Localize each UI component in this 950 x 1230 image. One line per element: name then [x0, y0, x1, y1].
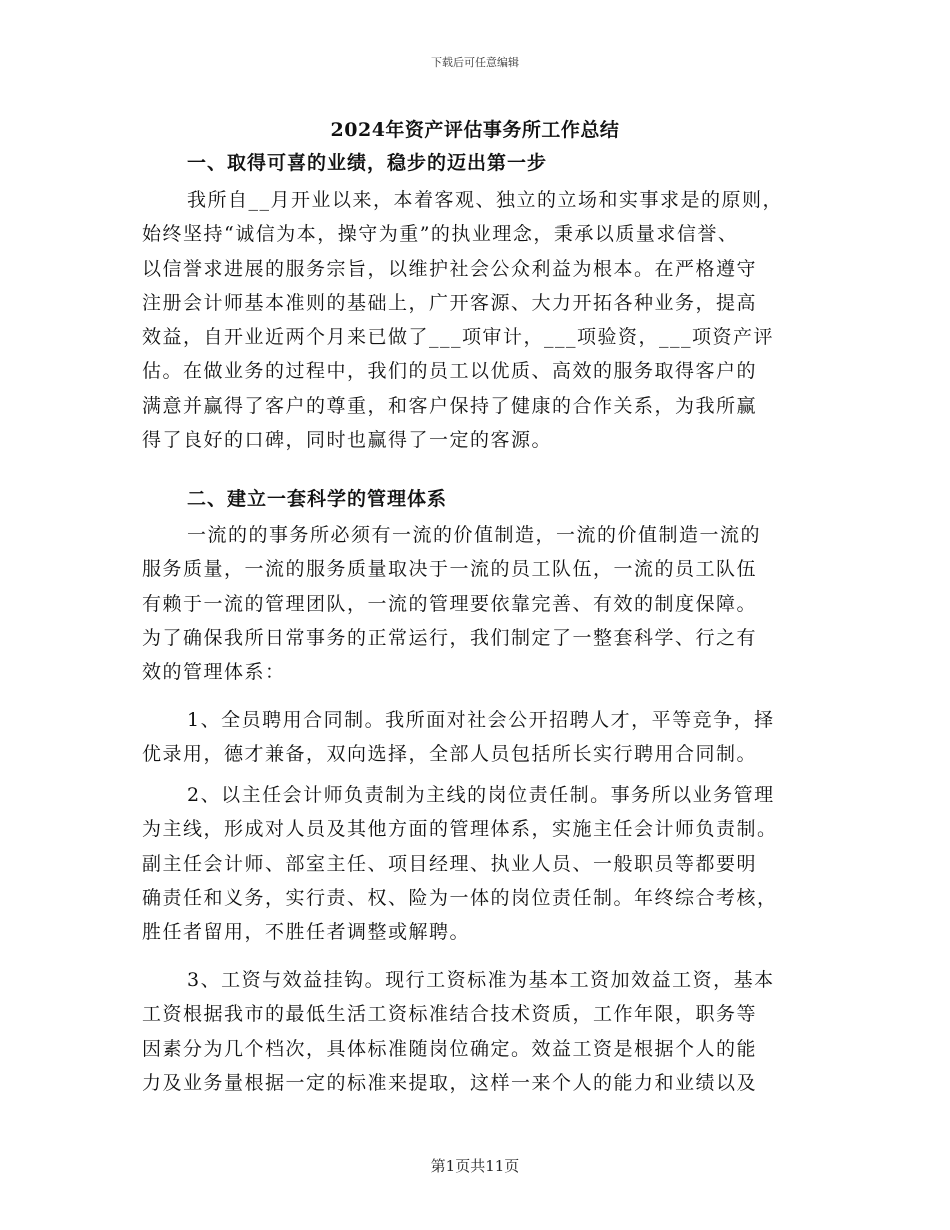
paragraph-item-3: [142, 963, 822, 1100]
text-line: 始终坚持“诚信为本，操守为重”的执业理念，秉承以质量求信誉、: [142, 223, 739, 246]
section-heading-1: 一、取得可喜的业绩，稳步的迈出第一步: [187, 152, 548, 174]
paragraph-s2-p1: [142, 518, 822, 689]
text-line: 1、全员聘用合同制。我所面对社会公开招聘人才，平等竞争，择: [187, 709, 775, 731]
text-line: 有赖于一流的管理团队，一流的管理要依靠完善、有效的制度保障。: [142, 592, 758, 615]
text-line: 我所自__月开业以来，本着客观、独立的立场和实事求是的原则，: [187, 189, 784, 211]
text-line: 服务质量，一流的服务质量取决于一流的员工队伍，一流的员工队伍: [142, 558, 758, 581]
text-line: 注册会计师基本准则的基础上，广开客源、大力开拓各种业务，提高: [142, 291, 758, 314]
text-line: 为主线，形成对人员及其他方面的管理体系，实施主任会计师负责制。: [142, 818, 778, 841]
text-line: 估。在做业务的过程中，我们的员工以优质、高效的服务取得客户的: [142, 360, 758, 383]
text-line: 3、工资与效益挂钩。现行工资标准为基本工资加效益工资，基本: [187, 969, 775, 991]
text-line: 以信誉求进展的服务宗旨，以维护社会公众利益为根本。在严格遵守: [142, 257, 758, 280]
text-line: 满意并赢得了客户的尊重，和客户保持了健康的合作关系，为我所赢: [142, 394, 758, 417]
text-line: 工资根据我市的最低生活工资标准结合技术资质，工作年限，职务等: [142, 1003, 758, 1026]
page-number-footer: 第1页共11页: [430, 1157, 520, 1175]
text-line: 副主任会计师、部室主任、项目经理、执业人员、一般职员等都要明: [142, 852, 758, 875]
text-line: 一流的的事务所必须有一流的价值制造，一流的价值制造一流的: [187, 524, 762, 546]
text-line: 确责任和义务，实行责、权、险为一体的岗位责任制。年终综合考核，: [142, 886, 778, 909]
text-line: 2、以主任会计师负责制为主线的岗位责任制。事务所以业务管理: [187, 784, 775, 806]
text-line: 效益，自开业近两个月来已做了___项审计，___项验资，___项资产评: [142, 326, 775, 349]
text-line: 效的管理体系：: [142, 661, 286, 684]
text-line: 因素分为几个档次，具体标准随岗位确定。效益工资是根据个人的能: [142, 1037, 758, 1060]
header-note: 下载后可任意编辑: [431, 56, 519, 69]
paragraph-s1-p1: [142, 183, 822, 457]
paragraph-item-1: [142, 703, 822, 772]
text-line: 优录用，德才兼备，双向选择，全部人员包括所长实行聘用合同制。: [142, 743, 758, 766]
text-line: 胜任者留用，不胜任者调整或解聘。: [142, 921, 471, 944]
text-line: 力及业务量根据一定的标准来提取，这样一来个人的能力和业绩以及: [142, 1071, 758, 1094]
document-title: 2024年资产评估事务所工作总结: [330, 119, 620, 141]
text-line: 为了确保我所日常事务的正常运行，我们制定了一整套科学、行之有: [142, 626, 758, 649]
text-line: 得了良好的口碑，同时也赢得了一定的客源。: [142, 429, 553, 452]
section-heading-2: 二、建立一套科学的管理体系: [187, 488, 448, 510]
paragraph-item-2: [142, 778, 822, 949]
